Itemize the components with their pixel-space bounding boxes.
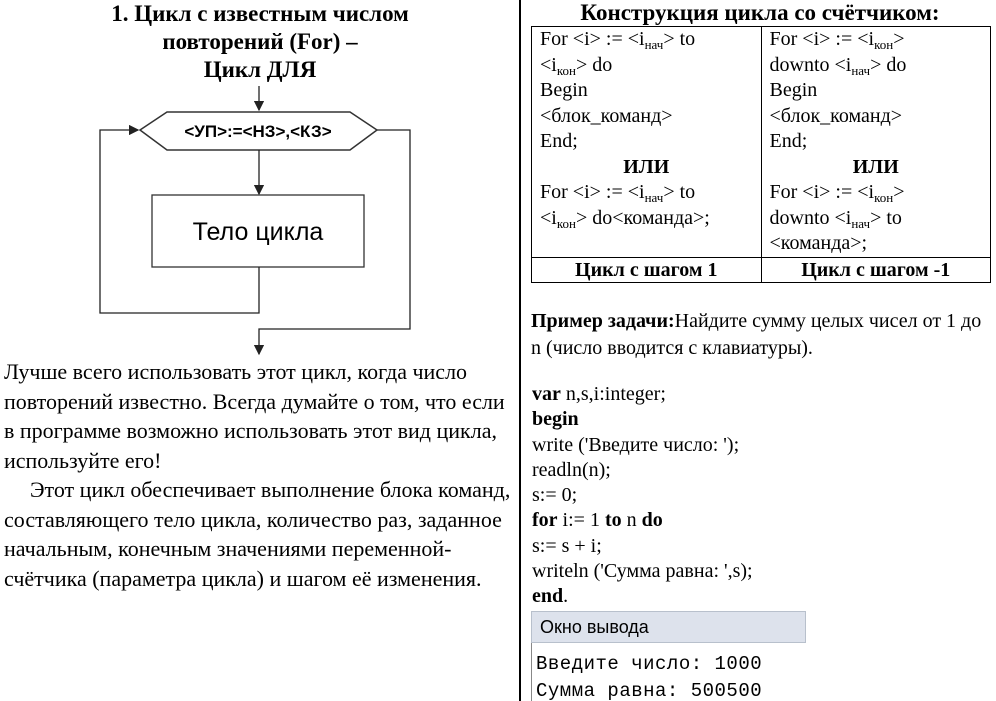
output-line: Введите число: 1000 [536, 653, 763, 675]
code-line: for i:= 1 to n do [532, 509, 663, 532]
code-line: writeln ('Сумма равна: ',s); [532, 560, 753, 583]
output-window [531, 611, 806, 701]
syntax-line: $<i_{кон}>$ do<команда>; [540, 206, 710, 231]
syntax-line: <блок_команд> [769, 104, 903, 127]
loop-syntax-table [531, 26, 991, 283]
paragraph-2: Этот цикл обеспечивает выполнение блока команд, составляющего тело цикла, количество раз, заданное начальным, конечным значениями переменной-счётчика (параметра цикла) и шагом её изменения. [4, 477, 511, 591]
syntax-line: Begin [540, 79, 588, 101]
syntax-line: downto $<i_{нач}>$ to [769, 206, 902, 231]
syntax-cell-step-1 [532, 27, 762, 258]
syntax-line: <команда>; [769, 232, 868, 254]
syntax-line: For <i> := $<i_{кон}>$ [769, 28, 905, 52]
task-text: Найдите сумму целых чисел от 1 до n (число вводится с клавиатуры). [531, 310, 982, 359]
code-line: s:= 0; [532, 484, 578, 507]
loop-header-text: <УП>:=<НЗ>,<КЗ> [184, 122, 332, 141]
code-line: write ('Введите число: '); [532, 433, 740, 456]
output-window-body [531, 643, 806, 701]
construction-title: Конструкция цикла со счётчиком: [580, 0, 940, 25]
code-line: begin [532, 408, 579, 431]
code-line: end. [532, 585, 569, 608]
loop-body-text: Тело цикла [192, 218, 324, 246]
flowchart [90, 82, 420, 362]
heading-line-2: повторений (For) – [162, 29, 358, 54]
left-heading [40, 0, 480, 84]
output-window-title: Окно вывода [531, 611, 806, 643]
code-listing [532, 382, 753, 610]
task-description [531, 308, 991, 362]
or-label: ИЛИ [623, 155, 670, 178]
syntax-line: For <i> := $<i_{кон}>$ [769, 181, 905, 205]
table-footer-step-minus-1: Цикл с шагом -1 [761, 257, 991, 282]
or-label: ИЛИ [852, 155, 899, 178]
syntax-line: <блок_команд> [540, 104, 673, 127]
column-divider [519, 0, 521, 701]
table-footer-step-1: Цикл с шагом 1 [532, 257, 762, 282]
syntax-line: For <i> := $<i_{нач}>$ to [540, 28, 696, 52]
code-line: s:= s + i; [532, 534, 602, 557]
syntax-line: $<i_{кон}>$ do [540, 53, 613, 78]
syntax-line: End; [769, 130, 808, 152]
syntax-line: downto $<i_{нач}>$ do [769, 53, 907, 78]
syntax-line: Begin [769, 79, 818, 101]
heading-line-3: Цикл ДЛЯ [203, 57, 317, 82]
syntax-cell-step-minus-1 [761, 27, 991, 258]
output-line: Сумма равна: 500500 [536, 680, 763, 701]
code-line: var n,s,i:integer; [532, 383, 666, 405]
paragraph-1: Лучше всего использовать этот цикл, когда число повторений известно. Всегда думайте о том, что если в программе возможно использовать этот вид цикла, используйте его! [4, 359, 505, 473]
heading-line-1: 1. Цикл с известным числом [111, 1, 409, 26]
syntax-line: For <i> := $<i_{нач}>$ to [540, 181, 696, 205]
syntax-line: End; [540, 130, 578, 152]
code-line: readln(n); [532, 458, 611, 481]
task-label: Пример задачи: [531, 310, 675, 332]
left-text [4, 357, 514, 593]
